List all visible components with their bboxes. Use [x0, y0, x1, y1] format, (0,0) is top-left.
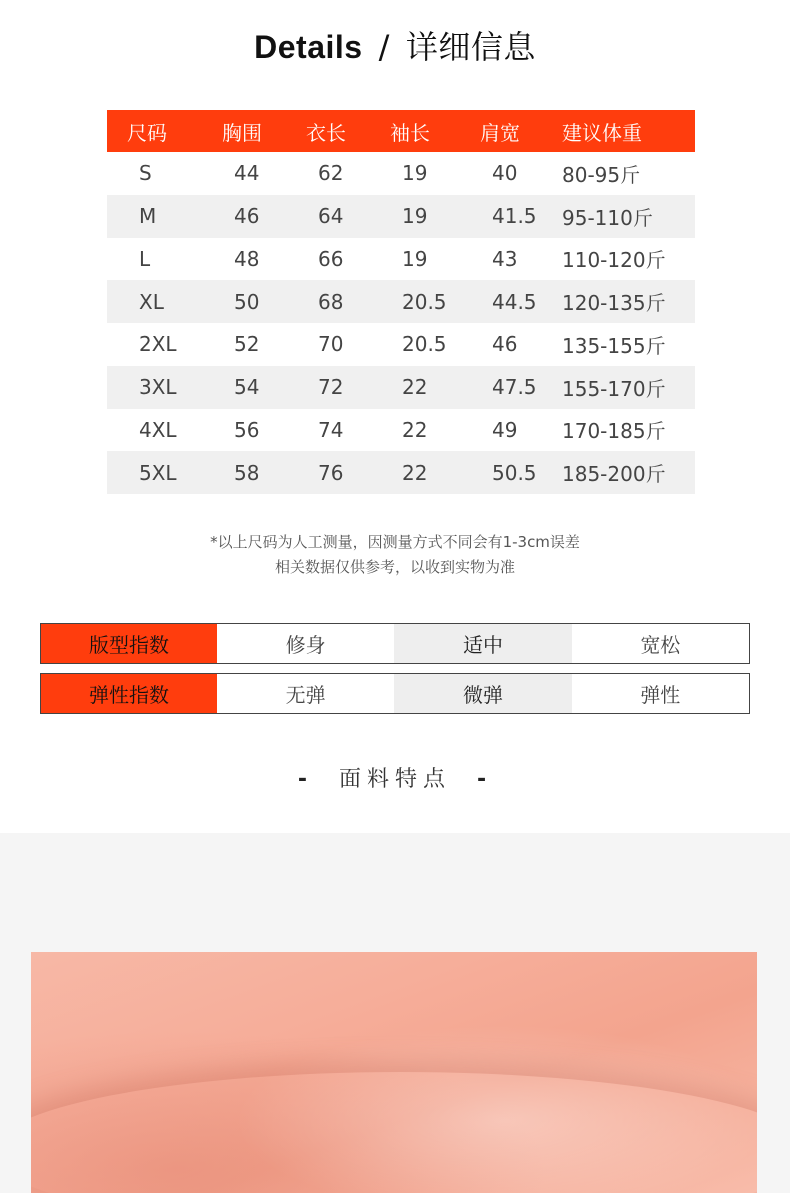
cell-size: 3XL [107, 366, 202, 409]
fit-index-row [40, 623, 750, 664]
cell-shoulder: 49 [492, 417, 518, 442]
cell-shoulder: 43 [492, 246, 518, 271]
title-english: Details [254, 29, 363, 65]
cell-length: 62 [318, 161, 344, 186]
fit-option-slim: 修身 [285, 633, 326, 657]
column-header-shoulder: 肩宽 [460, 110, 548, 152]
cell-chest: 46 [202, 195, 286, 238]
size-table-header [107, 110, 695, 152]
cell-size: L [139, 246, 151, 271]
column-header-size: 尺码 [107, 110, 202, 152]
section-dash-right: - [477, 767, 493, 792]
cell-shoulder: 47.5 [460, 366, 548, 409]
elasticity-option-none: 无弹 [285, 683, 326, 707]
cell-sleeve: 20.5 [370, 280, 460, 323]
section-title-text: 面料特点 [338, 767, 451, 792]
cell-size: XL [107, 280, 202, 323]
cell-shoulder: 40 [492, 161, 518, 186]
cell-sleeve: 22 [370, 451, 460, 494]
note-line-1: *以上尺码为人工测量，因测量方式不同会有1-3cm误差 [210, 533, 580, 551]
cell-size: 2XL [139, 332, 177, 357]
cell-length: 66 [318, 246, 344, 271]
elasticity-index-label: 弹性指数 [41, 674, 217, 713]
cell-sleeve: 19 [402, 161, 428, 186]
table-row [107, 451, 695, 494]
cell-shoulder: 50.5 [460, 451, 548, 494]
table-row [107, 323, 695, 366]
cell-shoulder: 44.5 [460, 280, 548, 323]
cell-chest: 50 [202, 280, 286, 323]
cell-length: 68 [286, 280, 370, 323]
fit-index-label: 版型指数 [41, 624, 217, 663]
cell-chest: 52 [234, 332, 260, 357]
cell-chest: 44 [234, 161, 260, 186]
table-row [107, 152, 695, 195]
size-chart-table [107, 110, 695, 494]
column-header-chest: 胸围 [202, 110, 286, 152]
cell-shoulder: 46 [492, 332, 518, 357]
cell-chest: 48 [234, 246, 260, 271]
cell-weight: 170-185斤 [562, 419, 666, 444]
cell-sleeve: 19 [402, 246, 428, 271]
column-header-sleeve: 袖长 [370, 110, 460, 152]
cell-length: 72 [286, 366, 370, 409]
cell-weight: 135-155斤 [562, 333, 666, 358]
cell-sleeve: 19 [370, 195, 460, 238]
table-row [107, 280, 695, 323]
elasticity-option-stretch: 弹性 [640, 683, 681, 707]
title-chinese: 详细信息 [405, 28, 536, 66]
cell-size: M [107, 195, 202, 238]
table-row [107, 238, 695, 281]
column-header-length: 衣长 [286, 110, 370, 152]
cell-weight: 95-110斤 [548, 195, 695, 238]
cell-sleeve: 22 [402, 417, 428, 442]
title-separator: / [378, 28, 390, 66]
page-title [0, 22, 790, 68]
cell-weight: 155-170斤 [548, 366, 695, 409]
table-row [107, 195, 695, 238]
measurement-note [0, 530, 790, 580]
cell-size: 4XL [139, 417, 177, 442]
cell-length: 74 [318, 417, 344, 442]
cell-chest: 54 [202, 366, 286, 409]
table-row [107, 409, 695, 452]
column-header-weight: 建议体重 [548, 110, 695, 152]
section-dash-left: - [297, 767, 313, 792]
fit-option-regular: 适中 [394, 624, 571, 663]
cell-weight: 120-135斤 [548, 280, 695, 323]
cell-chest: 56 [234, 417, 260, 442]
cell-chest: 58 [202, 451, 286, 494]
elasticity-option-slight: 微弹 [394, 674, 571, 713]
cell-weight: 110-120斤 [562, 248, 666, 273]
cell-size: S [139, 161, 152, 186]
cell-length: 64 [286, 195, 370, 238]
table-row [107, 366, 695, 409]
cell-length: 70 [318, 332, 344, 357]
cell-sleeve: 22 [370, 366, 460, 409]
note-line-2: 相关数据仅供参考，以收到实物为准 [274, 558, 515, 576]
cell-shoulder: 41.5 [460, 195, 548, 238]
elasticity-index-row [40, 673, 750, 714]
fit-option-loose: 宽松 [640, 633, 681, 657]
cell-sleeve: 20.5 [402, 332, 447, 357]
cell-weight: 80-95斤 [562, 162, 641, 187]
cell-length: 76 [286, 451, 370, 494]
fabric-fold [31, 1072, 757, 1193]
fabric-section-title [0, 762, 790, 793]
fabric-photo [31, 952, 757, 1193]
cell-weight: 185-200斤 [548, 451, 695, 494]
cell-size: 5XL [107, 451, 202, 494]
